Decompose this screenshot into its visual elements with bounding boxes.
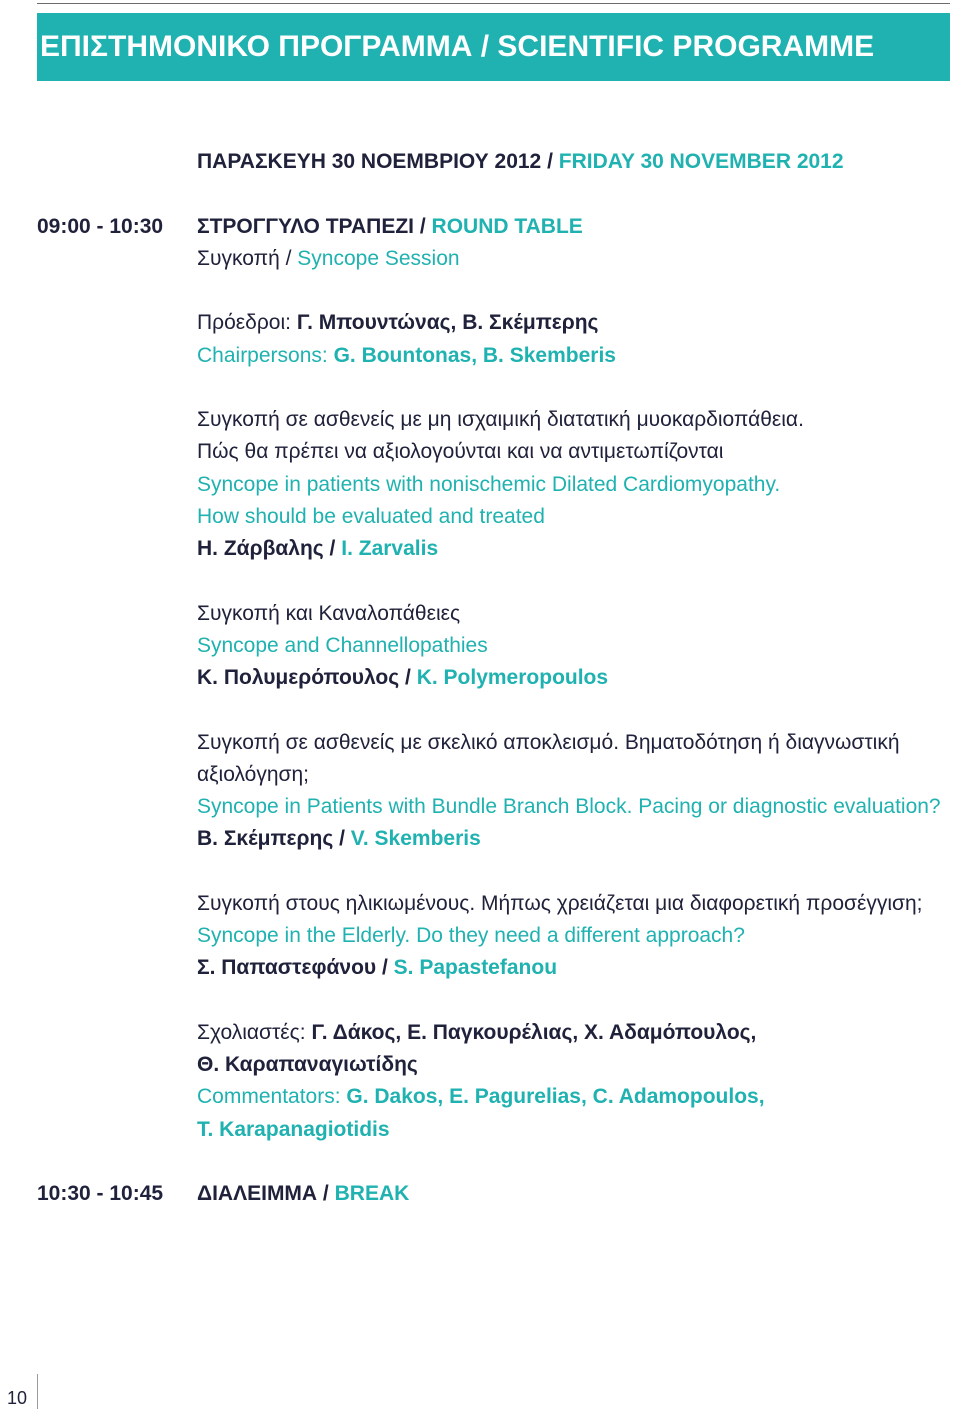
commentators-label-greek: Σχολιαστές: bbox=[197, 1020, 312, 1044]
talk-1-title-greek-line-2: Πώς θα πρέπει να αξιολογούνται και να αντιμετωπίζονται bbox=[197, 440, 724, 464]
chairs-content bbox=[197, 307, 950, 372]
time-slot-empty bbox=[37, 888, 197, 985]
break-content bbox=[197, 1178, 950, 1210]
break-separator: / bbox=[317, 1182, 335, 1205]
commentators-english-line-2: T. Karapanagiotidis bbox=[197, 1117, 390, 1141]
break-label bbox=[197, 1178, 950, 1210]
talk-row bbox=[37, 404, 950, 565]
speaker-greek: Κ. Πολυμερόπουλος bbox=[197, 666, 400, 689]
speaker-english: K. Polymeropoulos bbox=[416, 666, 609, 689]
time-slot-empty bbox=[37, 404, 197, 565]
chairs-names-greek: Γ. Μπουντώνας, Β. Σκέμπερης bbox=[296, 311, 599, 335]
time-slot-empty bbox=[37, 727, 197, 856]
speaker-english: S. Papastefanou bbox=[393, 956, 558, 980]
talk-3 bbox=[197, 727, 950, 856]
speaker-english: V. Skemberis bbox=[350, 827, 481, 851]
commentators-english-line-1 bbox=[197, 1081, 950, 1113]
talk-3-speaker bbox=[197, 823, 950, 855]
talk-3-title-english: Syncope in Patients with Bundle Branch Block. Pacing or diagnostic evaluation? bbox=[197, 795, 941, 818]
date-separator: / bbox=[541, 150, 559, 173]
time-slot-empty bbox=[37, 1017, 197, 1146]
talk-4 bbox=[197, 888, 950, 985]
session-topic bbox=[197, 243, 950, 275]
top-rule bbox=[37, 3, 950, 4]
talk-3-title-greek-line-2: αξιολόγηση; bbox=[197, 762, 310, 786]
commentators-greek-line-1 bbox=[197, 1017, 950, 1049]
talk-2 bbox=[197, 598, 950, 695]
talk-2-title-english: Syncope and Channellopathies bbox=[197, 633, 488, 657]
session-type-english: ROUND TABLE bbox=[431, 214, 583, 238]
commentators-label-english: Commentators: bbox=[197, 1085, 347, 1109]
time-slot-empty bbox=[37, 307, 197, 372]
date-greek: ΠΑΡΑΣΚΕΥΗ 30 ΝΟΕΜΒΡΙΟΥ 2012 bbox=[197, 150, 542, 173]
day-heading bbox=[197, 146, 950, 178]
page-title: ΕΠΙΣΤΗΜΟΝΙΚΟ ΠΡΟΓΡΑΜΜΑ / SCIENTIFIC PROGRAMME bbox=[40, 30, 875, 63]
talk-2-title-greek: Συγκοπή και Καναλοπάθειες bbox=[197, 601, 461, 625]
session-topic-greek: Συγκοπή bbox=[197, 246, 280, 270]
commentators-row bbox=[37, 1017, 950, 1146]
session-topic-english: Syncope Session bbox=[297, 246, 460, 270]
talk-row bbox=[37, 888, 950, 985]
session-header-content bbox=[197, 211, 950, 276]
time-slot-empty bbox=[37, 146, 197, 178]
break-row bbox=[37, 1178, 950, 1210]
break-label-english: BREAK bbox=[334, 1182, 410, 1205]
date-english: FRIDAY 30 NOVEMBER 2012 bbox=[558, 150, 844, 173]
break-label-greek: ΔΙΑΛΕΙΜΜΑ bbox=[197, 1182, 318, 1205]
talk-4-speaker bbox=[197, 952, 950, 984]
break-time: 10:30 - 10:45 bbox=[37, 1182, 164, 1205]
programme bbox=[37, 146, 950, 1210]
talk-1 bbox=[197, 404, 950, 565]
footer-rule bbox=[37, 1374, 38, 1409]
chairs-label-english: Chairpersons: bbox=[197, 343, 334, 367]
page-number: 10 bbox=[7, 1388, 28, 1408]
talk-1-title-greek-line-1: Συγκοπή σε ασθενείς με μη ισχαιμική διατατική μυοκαρδιοπάθεια. bbox=[197, 408, 804, 431]
day-heading-content bbox=[197, 146, 950, 178]
session-type bbox=[197, 211, 950, 243]
session-type-greek: ΣΤΡΟΓΓΥΛΟ ΤΡΑΠΕΖΙ bbox=[197, 214, 415, 238]
commentators-content bbox=[197, 1017, 950, 1146]
session-header-row bbox=[37, 211, 950, 276]
commentators-names-english: G. Dakos, E. Pagurelias, C. Adamopoulos, bbox=[346, 1085, 765, 1109]
speaker-separator: / bbox=[399, 666, 417, 689]
day-heading-row bbox=[37, 146, 950, 178]
speaker-greek: Σ. Παπαστεφάνου bbox=[197, 956, 377, 980]
chairs-greek bbox=[197, 307, 950, 339]
speaker-separator: / bbox=[376, 956, 394, 980]
session-time: 09:00 - 10:30 bbox=[37, 214, 164, 238]
talk-1-title-english-line-1: Syncope in patients with nonischemic Dilated Cardiomyopathy. bbox=[197, 472, 781, 496]
speaker-greek: Β. Σκέμπερης bbox=[197, 827, 334, 851]
title-banner bbox=[37, 13, 950, 81]
speaker-separator: / bbox=[333, 827, 351, 851]
chairs-names-english: G. Bountonas, B. Skemberis bbox=[333, 343, 616, 367]
session-type-separator: / bbox=[414, 214, 432, 238]
time-slot-empty bbox=[37, 598, 197, 695]
talk-3-title-greek-line-1: Συγκοπή σε ασθενείς με σκελικό αποκλεισμό. Βηματοδότηση ή διαγνωστική bbox=[197, 730, 900, 754]
chairs-english bbox=[197, 340, 950, 372]
talk-2-speaker bbox=[197, 662, 950, 694]
chairs-row bbox=[37, 307, 950, 372]
chairs-label-greek: Πρόεδροι: bbox=[197, 311, 297, 335]
speaker-english: I. Zarvalis bbox=[341, 537, 439, 560]
talk-1-title-english-line-2: How should be evaluated and treated bbox=[197, 504, 545, 528]
speaker-separator: / bbox=[323, 537, 342, 560]
talk-4-title-greek: Συγκοπή στους ηλικιωμένους. Μήπως χρειάζεται μια διαφορετική προσέγγιση; bbox=[197, 891, 923, 915]
talk-4-title-english: Syncope in the Elderly. Do they need a different approach? bbox=[197, 924, 745, 947]
session-topic-separator: / bbox=[279, 246, 298, 270]
talk-row bbox=[37, 727, 950, 856]
commentators-names-greek: Γ. Δάκος, Ε. Παγκουρέλιας, Χ. Αδαμόπουλος, bbox=[311, 1020, 757, 1044]
talk-row bbox=[37, 598, 950, 695]
talk-1-speaker bbox=[197, 533, 950, 565]
commentators-greek-line-2: Θ. Καραπαναγιωτίδης bbox=[197, 1053, 418, 1076]
speaker-greek: Η. Ζάρβαλης bbox=[197, 537, 324, 560]
